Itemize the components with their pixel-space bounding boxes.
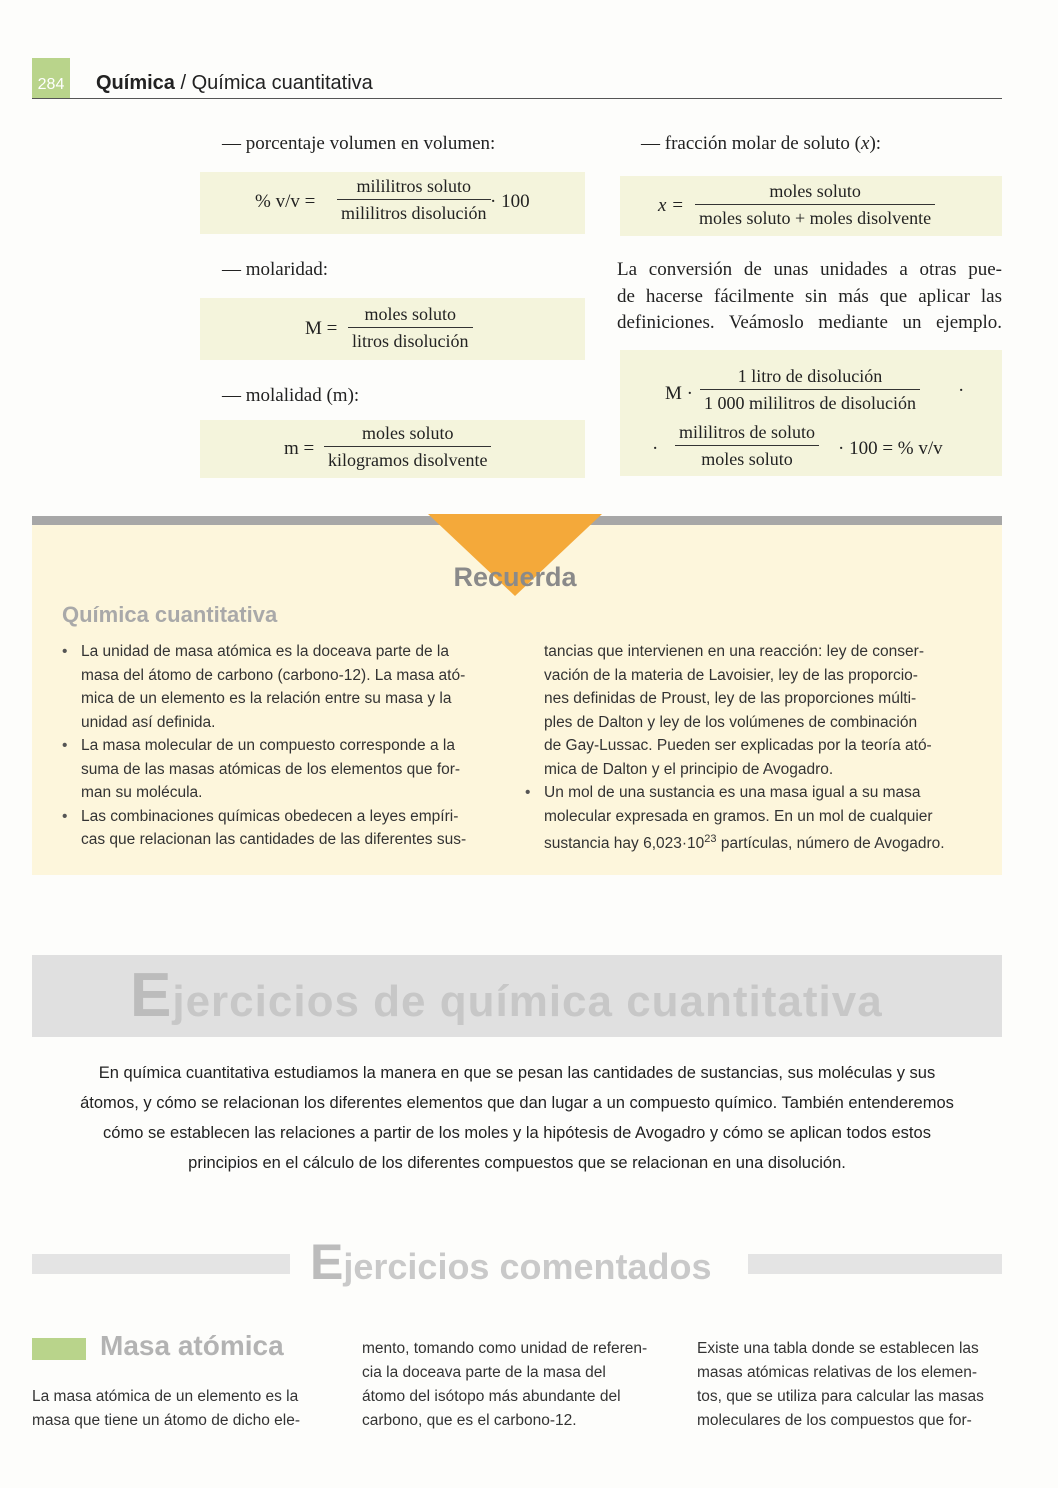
fraccion-label [641,133,881,155]
example-result: · 100 = % v/v [838,438,943,459]
ejercicios-title-rest: jercicios de química cuantitativa [172,977,883,1026]
recuerda-right-last [525,828,975,856]
molalidad-fraction [324,423,491,471]
masa-line: tos, que se utiliza para calcular las masas [697,1388,984,1405]
masa-line: carbono, que es el carbono-12. [362,1412,577,1429]
conversion-line: de hacerse fácilmente sin más que aplicar las [617,285,1002,307]
comentados-bar-right [748,1254,1002,1274]
recuerda-line: mica de un elemento es la relación entre su masa y la [81,690,452,707]
comentados-title [310,1233,712,1291]
example-numerator-2: mililitros de soluto [675,422,819,446]
recuerda-line: mica de Dalton y el principio de Avogadro. [544,760,834,778]
fraccion-fraction [695,181,935,229]
masa-col-2 [362,1337,672,1433]
molaridad-label: — molaridad: [222,259,329,280]
molaridad-numerator: moles soluto [348,304,473,328]
recuerda-left-list [62,640,502,852]
example-numerator-1: 1 litro de disolución [700,366,920,390]
masa-line: átomo del isótopo más abundante del [362,1388,621,1405]
conversion-line: definiciones. Veámoslo mediante un ejemplo. [617,312,1002,333]
recuerda-title: Recuerda [453,562,577,592]
running-header [96,72,373,95]
vv-label: — porcentaje volumen en volumen: [222,133,496,154]
ejercicios-title [130,960,883,1031]
fraccion-numerator: moles soluto [695,181,935,205]
vv-multiplier: · 100 [490,191,530,212]
recuerda-line: suma de las masas atómicas de los elementos que for- [81,760,461,778]
fraccion-lhs: x = [658,195,685,216]
vv-lhs: % v/v = [255,191,316,212]
molalidad-formula-box [200,420,585,478]
vv-denominator: mililitros disolución [341,203,487,223]
recuerda-column-left [62,640,502,852]
masa-atomica-marker [32,1338,86,1360]
molaridad-fraction [348,304,473,352]
recuerda-line: tancias que intervienen en una reacción: ley de conser- [544,643,924,660]
header-title-bold: Química [96,72,175,94]
conversion-paragraph [617,257,1002,337]
fraccion-label-var: x [861,133,870,154]
fraccion-denominator: moles soluto + moles disolvente [699,208,932,228]
recuerda-line: cas que relacionan las cantidades de las diferentes sus- [81,831,467,848]
conversion-example-box [620,350,1002,476]
example-dot-end: · [958,380,965,401]
masa-col-3 [697,1337,1002,1433]
recuerda-line: molecular expresada en gramos. En un mol de cualquier [544,807,933,825]
vv-numerator: mililitros soluto [337,176,491,200]
recuerda-column-right [525,640,975,856]
recuerda-line: masa del átomo de carbono (carbono-12). La masa ató- [81,666,466,684]
conversion-line: La conversión de unas unidades a otras pue- [617,259,1002,280]
intro-line: principios en el cálculo de los diferentes compuestos que se relacionan en una disolución. [188,1154,846,1172]
page-number: 284 [32,58,70,98]
molalidad-label: — molalidad (m): [222,385,360,406]
header-rule [32,98,1002,99]
ejercicios-title-initial: E [130,961,173,1030]
example-fraction-1 [700,366,920,414]
fraccion-label-text: — fracción molar de soluto ( [641,133,862,154]
masa-line: masas atómicas relativas de los elemen- [697,1364,977,1381]
recuerda-line [525,828,975,856]
fraccion-formula-box [620,176,1002,236]
masa-line: moleculares de los compuestos que for- [697,1412,972,1429]
example-denominator-1: 1 000 mililitros de disolución [704,393,916,413]
example-fraction-2 [675,422,819,470]
intro-line: átomos, y cómo se relacionan los diferentes elementos que dan lugar a un compuesto químico. También entenderemos [80,1094,954,1112]
avogadro-text-start: sustancia hay 6,023·10 [544,835,705,853]
molalidad-numerator: moles soluto [324,423,491,447]
masa-line: Existe una tabla donde se establecen las [697,1340,979,1357]
masa-line: La masa atómica de un elemento es la [32,1388,299,1405]
example-dot-start: · [652,438,659,459]
recuerda-line: vación de la materia de Lavoisier, ley de las proporcio- [544,666,918,684]
vv-fraction [337,176,491,224]
masa-line: cia la doceava parte de la masa del [362,1364,606,1381]
avogadro-text-end: partículas, número de Avogadro. [716,835,945,853]
recuerda-line: • La masa molecular de un compuesto corresponde a la [62,734,502,758]
masa-line: masa que tiene un átomo de dicho ele- [32,1412,300,1429]
header-title-rest: / Química cuantitativa [174,72,373,94]
comentados-title-initial: E [310,1234,344,1290]
recuerda-line: ples de Dalton y ley de los volúmenes de combinación [544,713,918,731]
masa-atomica-title: Masa atómica [100,1330,284,1361]
masa-col-1 [32,1385,332,1433]
example-denominator-2: moles soluto [701,449,793,469]
recuerda-line: • La unidad de masa atómica es la doceava parte de la [62,640,502,664]
recuerda-line: de Gay-Lussac. Pueden ser explicadas por la teoría ató- [544,737,932,754]
molaridad-lhs: M = [305,318,338,339]
recuerda-line: nes definidas de Proust, ley de las proporciones múlti- [544,690,917,707]
masa-line: mento, tomando como unidad de referen- [362,1340,648,1357]
recuerda-line: • Un mol de una sustancia es una masa igual a su masa [525,781,975,805]
recuerda-line: man su molécula. [81,784,203,801]
example-lhs: M · [665,383,693,404]
intro-line: En química cuantitativa estudiamos la manera en que se pesan las cantidades de sustancias, sus moléculas y sus [98,1064,936,1082]
comentados-bar-left [32,1254,290,1274]
molaridad-formula-box [200,298,585,360]
molalidad-lhs: m = [284,438,315,459]
comentados-title-rest: jercicios comentados [343,1246,712,1287]
fraccion-label-close: ): [869,133,882,154]
recuerda-line: • Las combinaciones químicas obedecen a leyes empíri- [62,805,502,829]
recuerda-subtitle: Química cuantitativa [62,602,278,627]
recuerda-right-list [525,640,975,828]
molalidad-denominator: kilogramos disolvente [328,450,488,470]
recuerda-line: unidad así definida. [81,713,216,731]
avogadro-exponent: 23 [704,833,717,845]
intro-line: cómo se establecen las relaciones a partir de los moles y la hipótesis de Avogadro y cómo se aplican todos estos [103,1124,931,1142]
molaridad-denominator: litros disolución [352,331,469,351]
ejercicios-intro [32,1058,1002,1178]
vv-formula-box [200,172,585,234]
